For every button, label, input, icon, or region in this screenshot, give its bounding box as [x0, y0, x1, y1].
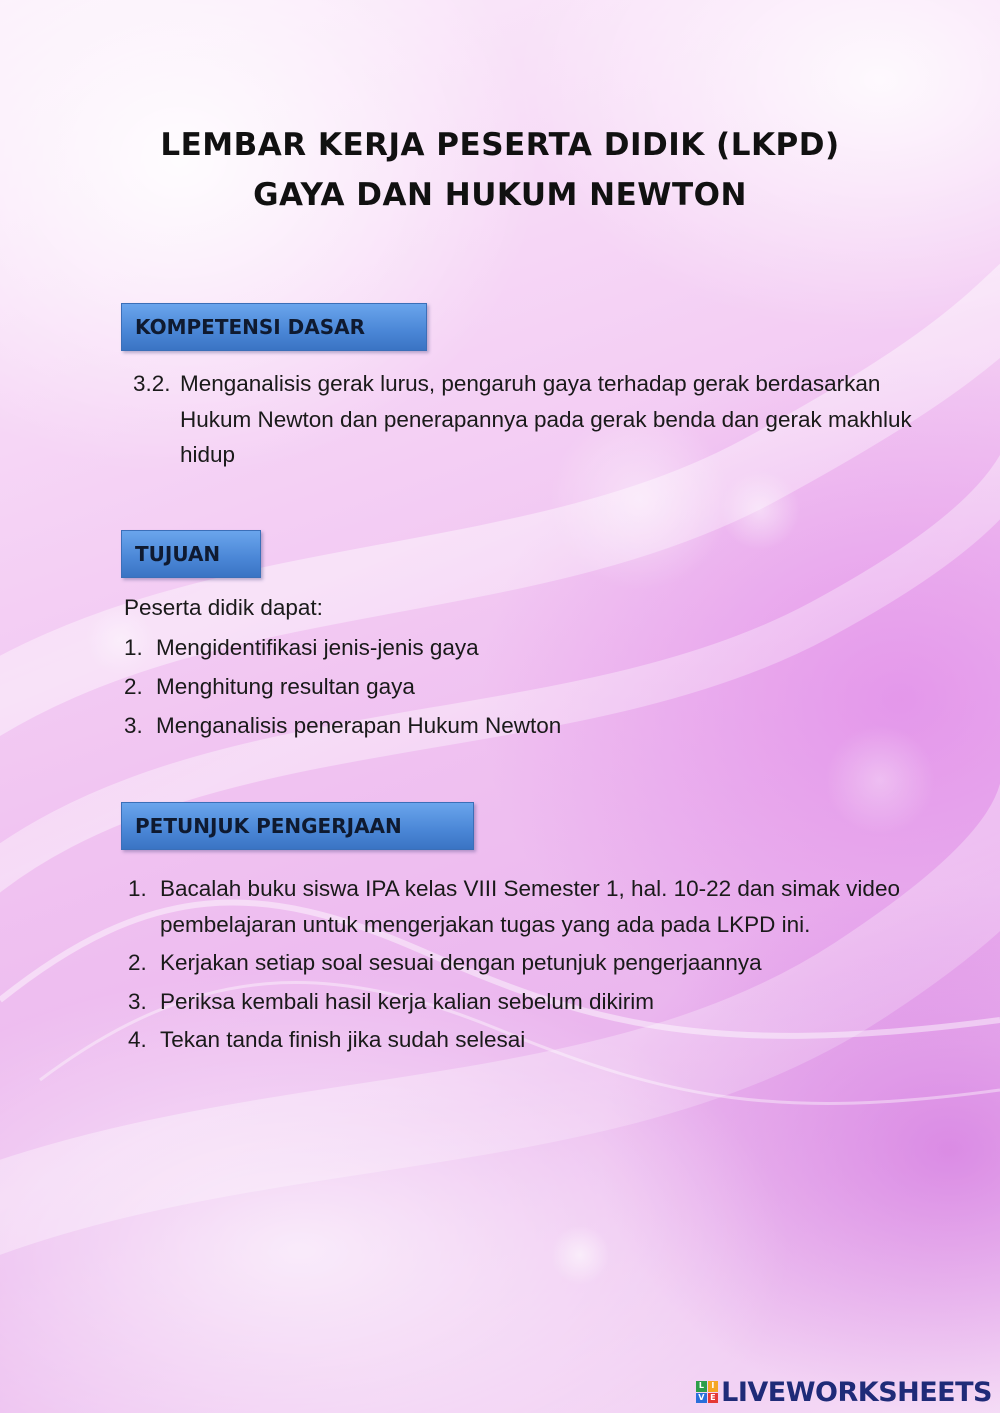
list-text: Bacalah buku siswa IPA kelas VIII Semester 1, hal. 10-22 dan simak video pembelajaran untuk mengerjakan tugas yang ada pada LKPD ini.: [160, 876, 900, 937]
logo-cell: V: [696, 1393, 707, 1404]
list-text: Mengidentifikasi jenis-jenis gaya: [156, 634, 479, 660]
logo-cell: I: [708, 1381, 719, 1392]
kompetensi-dasar-heading: KOMPETENSI DASAR: [121, 303, 427, 351]
petunjuk-pengerjaan-heading: PETUNJUK PENGERJAAN: [121, 802, 474, 850]
petunjuk-body: [128, 871, 928, 1058]
list-number: 3.: [128, 988, 147, 1014]
list-text: Periksa kembali hasil kerja kalian sebelum dikirim: [160, 988, 654, 1014]
kompetensi-number: 3.2.: [133, 371, 171, 396]
watermark-text: LIVEWORKSHEETS: [721, 1376, 992, 1408]
tujuan-body: [124, 590, 924, 745]
liveworksheets-logo-icon: [696, 1381, 718, 1403]
tujuan-heading: TUJUAN: [121, 530, 261, 578]
list-item: [124, 667, 924, 706]
title-line-2: GAYA DAN HUKUM NEWTON: [253, 177, 747, 213]
tujuan-list: [124, 628, 924, 745]
kompetensi-text: Menganalisis gerak lurus, pengaruh gaya terhadap gerak berdasarkan Hukum Newton dan penerapannya pada gerak benda dan gerak makhluk hidup: [180, 371, 912, 467]
list-number: 2.: [124, 673, 143, 699]
list-item: [128, 871, 928, 942]
list-text: Menghitung resultan gaya: [156, 673, 415, 699]
title-line-1: LEMBAR KERJA PESERTA DIDIK (LKPD): [160, 127, 840, 163]
kompetensi-dasar-body: [133, 366, 933, 476]
list-item: [124, 628, 924, 667]
page-title: [0, 120, 1000, 220]
list-text: Tekan tanda finish jika sudah selesai: [160, 1027, 526, 1052]
list-item: [128, 1022, 928, 1058]
list-item: [124, 706, 924, 745]
list-item: [128, 945, 928, 981]
list-number: 1.: [124, 634, 143, 660]
list-number: 2.: [128, 950, 147, 975]
list-item: [128, 984, 928, 1020]
tujuan-intro: Peserta didik dapat:: [124, 595, 323, 620]
logo-cell: L: [696, 1381, 707, 1392]
list-number: 1.: [128, 876, 147, 901]
list-number: 4.: [128, 1027, 147, 1052]
list-text: Menganalisis penerapan Hukum Newton: [156, 712, 562, 738]
liveworksheets-watermark[interactable]: [696, 1375, 992, 1409]
list-number: 3.: [124, 712, 143, 738]
list-text: Kerjakan setiap soal sesuai dengan petunjuk pengerjaannya: [160, 950, 762, 975]
petunjuk-list: [128, 871, 928, 1058]
logo-cell: E: [708, 1393, 719, 1404]
